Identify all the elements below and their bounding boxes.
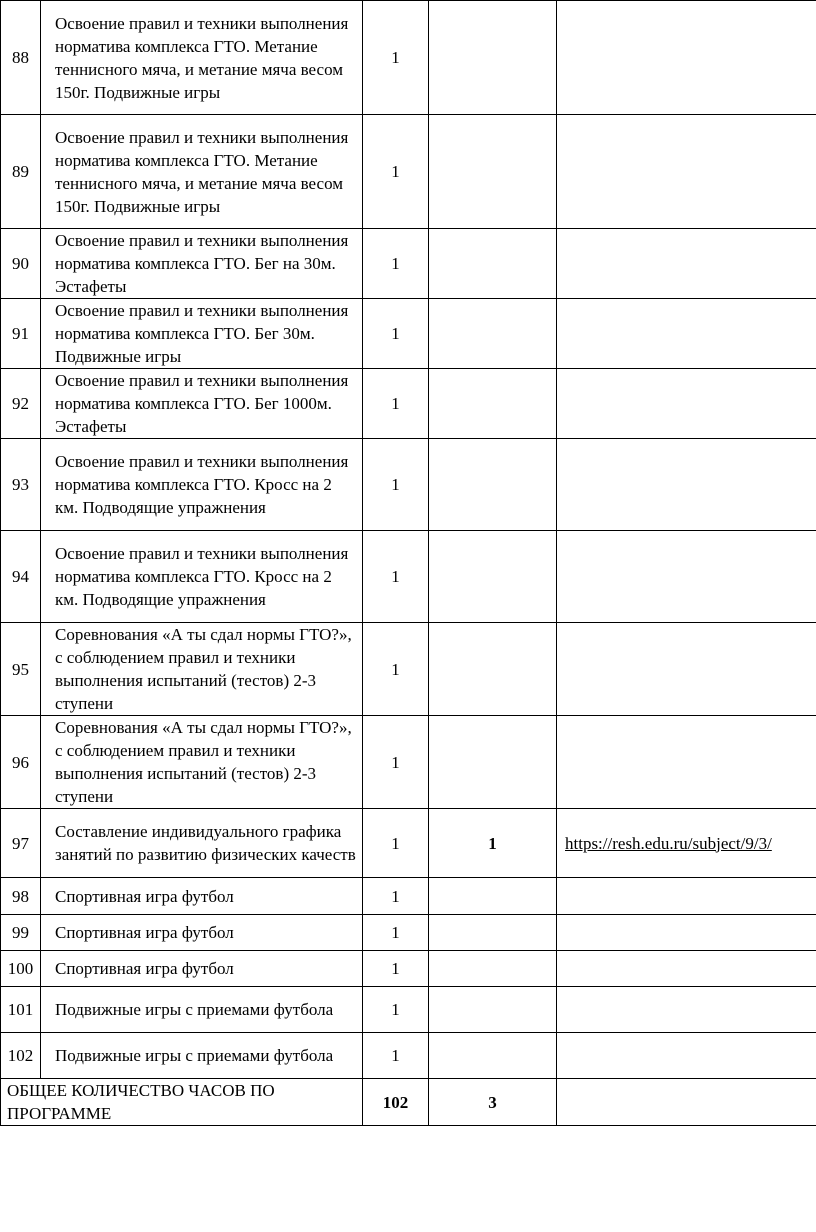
lesson-control-works <box>429 987 557 1033</box>
table-row <box>1 878 816 915</box>
lesson-hours: 1 <box>363 1033 429 1079</box>
lesson-control-works <box>429 369 557 439</box>
lesson-resource <box>557 369 816 439</box>
lesson-title: Освоение правил и техники выполнения норматива комплекса ГТО. Метание теннисного мяча, и метание мяча весом 150г. Подвижные игры <box>41 115 363 229</box>
lesson-title: Освоение правил и техники выполнения норматива комплекса ГТО. Кросс на 2 км. Подводящие упражнения <box>41 439 363 531</box>
lesson-control-works: 1 <box>429 809 557 878</box>
table-row <box>1 987 816 1033</box>
lesson-title: Спортивная игра футбол <box>41 878 363 915</box>
lesson-number: 97 <box>1 809 41 878</box>
lesson-title: Спортивная игра футбол <box>41 951 363 987</box>
lesson-hours: 1 <box>363 809 429 878</box>
lesson-resource <box>557 531 816 623</box>
table-row <box>1 809 816 878</box>
lesson-control-works <box>429 229 557 299</box>
lesson-resource <box>557 987 816 1033</box>
lesson-control-works <box>429 951 557 987</box>
total-hours: 102 <box>363 1079 429 1126</box>
table-row <box>1 531 816 623</box>
total-control-works: 3 <box>429 1079 557 1126</box>
lesson-title: Освоение правил и техники выполнения норматива комплекса ГТО. Метание теннисного мяча, и метание мяча весом 150г. Подвижные игры <box>41 1 363 115</box>
lesson-hours: 1 <box>363 439 429 531</box>
lesson-control-works <box>429 878 557 915</box>
lesson-number: 102 <box>1 1033 41 1079</box>
lesson-hours: 1 <box>363 299 429 369</box>
lesson-resource <box>557 299 816 369</box>
lesson-number: 94 <box>1 531 41 623</box>
lesson-control-works <box>429 299 557 369</box>
lesson-resource <box>557 915 816 951</box>
lesson-hours: 1 <box>363 1 429 115</box>
lesson-hours: 1 <box>363 987 429 1033</box>
lesson-control-works <box>429 1033 557 1079</box>
lesson-hours: 1 <box>363 229 429 299</box>
table-row <box>1 1033 816 1079</box>
table-row <box>1 716 816 809</box>
table-row <box>1 369 816 439</box>
lesson-control-works <box>429 623 557 716</box>
lesson-control-works <box>429 115 557 229</box>
lesson-title: Соревнования «А ты сдал нормы ГТО?», с соблюдением правил и техники выполнения испытаний (тестов) 2-3 ступени <box>41 623 363 716</box>
total-resource <box>557 1079 816 1126</box>
lesson-resource <box>557 623 816 716</box>
lesson-title: Освоение правил и техники выполнения норматива комплекса ГТО. Бег на 30м. Эстафеты <box>41 229 363 299</box>
lesson-resource <box>557 716 816 809</box>
lesson-control-works <box>429 531 557 623</box>
lesson-title: Подвижные игры с приемами футбола <box>41 987 363 1033</box>
lesson-hours: 1 <box>363 716 429 809</box>
lesson-control-works <box>429 439 557 531</box>
lesson-hours: 1 <box>363 531 429 623</box>
lesson-title: Спортивная игра футбол <box>41 915 363 951</box>
table-row <box>1 1 816 115</box>
table-row <box>1 439 816 531</box>
lesson-hours: 1 <box>363 369 429 439</box>
lesson-resource <box>557 229 816 299</box>
lesson-resource <box>557 1 816 115</box>
lesson-title: Освоение правил и техники выполнения норматива комплекса ГТО. Бег 30м. Подвижные игры <box>41 299 363 369</box>
total-row <box>1 1079 816 1126</box>
lesson-number: 88 <box>1 1 41 115</box>
lesson-hours: 1 <box>363 115 429 229</box>
table-row <box>1 229 816 299</box>
table-row <box>1 915 816 951</box>
lesson-hours: 1 <box>363 951 429 987</box>
lesson-number: 100 <box>1 951 41 987</box>
lesson-hours: 1 <box>363 878 429 915</box>
table-row <box>1 299 816 369</box>
lesson-title: Соревнования «А ты сдал нормы ГТО?», с соблюдением правил и техники выполнения испытаний (тестов) 2-3 ступени <box>41 716 363 809</box>
lesson-resource <box>557 1033 816 1079</box>
lesson-number: 90 <box>1 229 41 299</box>
lesson-control-works <box>429 716 557 809</box>
lesson-control-works <box>429 915 557 951</box>
lesson-number: 98 <box>1 878 41 915</box>
lesson-number: 93 <box>1 439 41 531</box>
lesson-resource <box>557 951 816 987</box>
lesson-number: 92 <box>1 369 41 439</box>
lesson-number: 96 <box>1 716 41 809</box>
lesson-resource <box>557 439 816 531</box>
total-label: ОБЩЕЕ КОЛИЧЕСТВО ЧАСОВ ПО ПРОГРАММЕ <box>1 1079 363 1126</box>
table-row <box>1 115 816 229</box>
lesson-control-works <box>429 1 557 115</box>
lesson-number: 95 <box>1 623 41 716</box>
lesson-number: 89 <box>1 115 41 229</box>
lesson-resource <box>557 878 816 915</box>
table-row <box>1 951 816 987</box>
lesson-resource <box>557 115 816 229</box>
lesson-hours: 1 <box>363 915 429 951</box>
lesson-number: 101 <box>1 987 41 1033</box>
lesson-title: Составление индивидуального графика занятий по развитию физических качеств <box>41 809 363 878</box>
lesson-number: 99 <box>1 915 41 951</box>
lesson-title: Освоение правил и техники выполнения норматива комплекса ГТО. Бег 1000м. Эстафеты <box>41 369 363 439</box>
resource-link[interactable]: https://resh.edu.ru/subject/9/3/ <box>565 833 772 853</box>
lesson-title: Подвижные игры с приемами футбола <box>41 1033 363 1079</box>
table-row <box>1 623 816 716</box>
lesson-number: 91 <box>1 299 41 369</box>
table-body <box>1 1 816 1126</box>
lesson-title: Освоение правил и техники выполнения норматива комплекса ГТО. Кросс на 2 км. Подводящие упражнения <box>41 531 363 623</box>
lesson-resource <box>557 809 816 878</box>
lesson-hours: 1 <box>363 623 429 716</box>
